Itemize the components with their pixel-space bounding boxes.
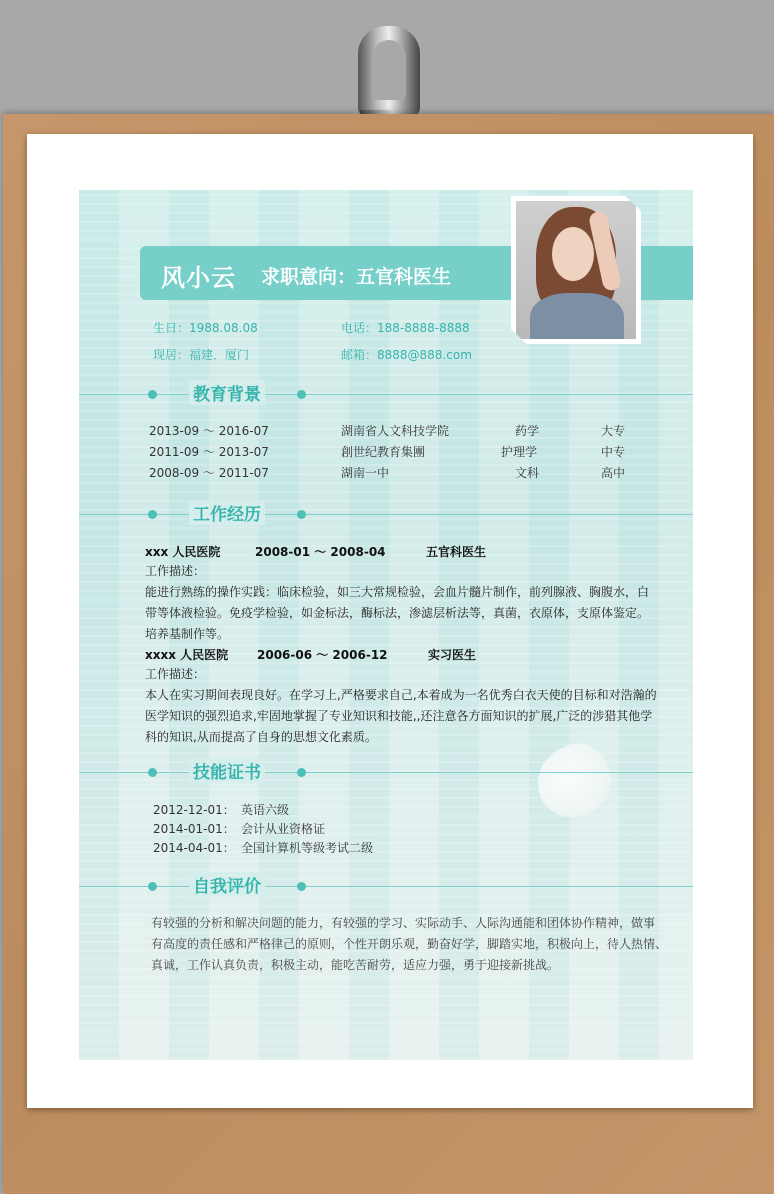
edu-major: 护理学 <box>501 445 538 459</box>
skills-title: 技能证书 <box>189 758 265 783</box>
job-desc-line: 本人在实习期间表现良好。在学习上,严格要求自己,本着成为一名优秀白衣天使的目标和对浩瀚的 <box>145 688 657 702</box>
self-eval-title: 自我评价 <box>189 872 265 897</box>
edu-school: 湖南一中 <box>341 466 390 480</box>
job-period: 2006-06 ～ 2006-12 <box>257 648 388 662</box>
self-eval-line: 真诚，工作认真负责，积极主动，能吃苦耐劳，适应力强，勇于迎接新挑战。 <box>151 958 560 972</box>
skill-name: 会计从业资格证 <box>241 822 326 836</box>
birthday: 生日：1988.08.08 <box>153 321 258 335</box>
skills-section-header <box>79 758 693 788</box>
edu-school: 湖南省人文科技学院 <box>341 424 450 438</box>
job-company: xxx 人民医院 <box>145 545 221 559</box>
edu-period: 2013-09 ～ 2016-07 <box>149 424 269 438</box>
job-intent: 求职意向：五官科医生 <box>261 266 452 288</box>
phone: 电话：188-8888-8888 <box>341 321 470 335</box>
skill-name: 全国计算机等级考试二级 <box>241 841 374 855</box>
edu-period: 2008-09 ～ 2011-07 <box>149 466 269 480</box>
edu-major: 文科 <box>515 466 540 480</box>
job-desc-label: 工作描述： <box>145 564 206 578</box>
edu-school: 創世纪教育集團 <box>341 445 426 459</box>
residence: 现居：福建．厦门 <box>153 348 250 362</box>
work-section-header <box>79 500 693 530</box>
edu-degree: 中专 <box>601 445 626 459</box>
job-desc-line: 培养基制作等。 <box>145 627 230 641</box>
skill-name: 英语六级 <box>241 803 290 817</box>
education-title: 教育背景 <box>189 380 265 405</box>
job-desc-line: 能进行熟练的操作实践：临床检验，如三大常规检验，会血片髓片制作，前列腺液、胸腹水，白 <box>145 585 650 599</box>
email: 邮箱：8888@888.com <box>341 348 472 362</box>
job-desc-line: 医学知识的强烈追求,牢固地掌握了专业知识和技能,,还注意各方面知识的扩展,广泛的涉猎其他学 <box>145 709 653 723</box>
skill-date: 2014-04-01： <box>153 841 235 855</box>
job-company: xxxx 人民医院 <box>145 648 229 662</box>
self-eval-line: 有高度的责任感和严格律己的原则，个性开朗乐观，勤奋好学，脚踏实地，积极向上，待人热情、 <box>151 937 668 951</box>
job-desc-label: 工作描述： <box>145 667 206 681</box>
resume <box>79 190 693 1060</box>
skill-date: 2014-01-01： <box>153 822 235 836</box>
job-position: 实习医生 <box>428 648 477 662</box>
edu-degree: 大专 <box>601 424 626 438</box>
job-desc-line: 带等体液检验。免疫学检验，如金标法，酶标法，渗滤层析法等，真菌，衣原体，支原体鉴定。 <box>145 606 650 620</box>
edu-degree: 高中 <box>601 466 626 480</box>
clipboard <box>3 114 774 1194</box>
edu-period: 2011-09 ～ 2013-07 <box>149 445 269 459</box>
self-eval-section-header <box>79 872 693 902</box>
edu-major: 药学 <box>515 424 540 438</box>
job-position: 五官科医生 <box>426 545 487 559</box>
paper-sheet <box>27 134 753 1108</box>
education-section-header <box>79 380 693 410</box>
profile-photo <box>511 196 641 344</box>
job-period: 2008-01 ～ 2008-04 <box>255 545 386 559</box>
candidate-name: 风小云 <box>161 264 236 292</box>
work-title: 工作经历 <box>189 500 265 525</box>
job-desc-line: 科的知识,从而提高了自身的思想文化素质。 <box>145 730 377 744</box>
self-eval-line: 有较强的分析和解决问题的能力，有较强的学习、实际动手、人际沟通能和团体协作精神，做事 <box>151 916 656 930</box>
skill-date: 2012-12-01： <box>153 803 235 817</box>
